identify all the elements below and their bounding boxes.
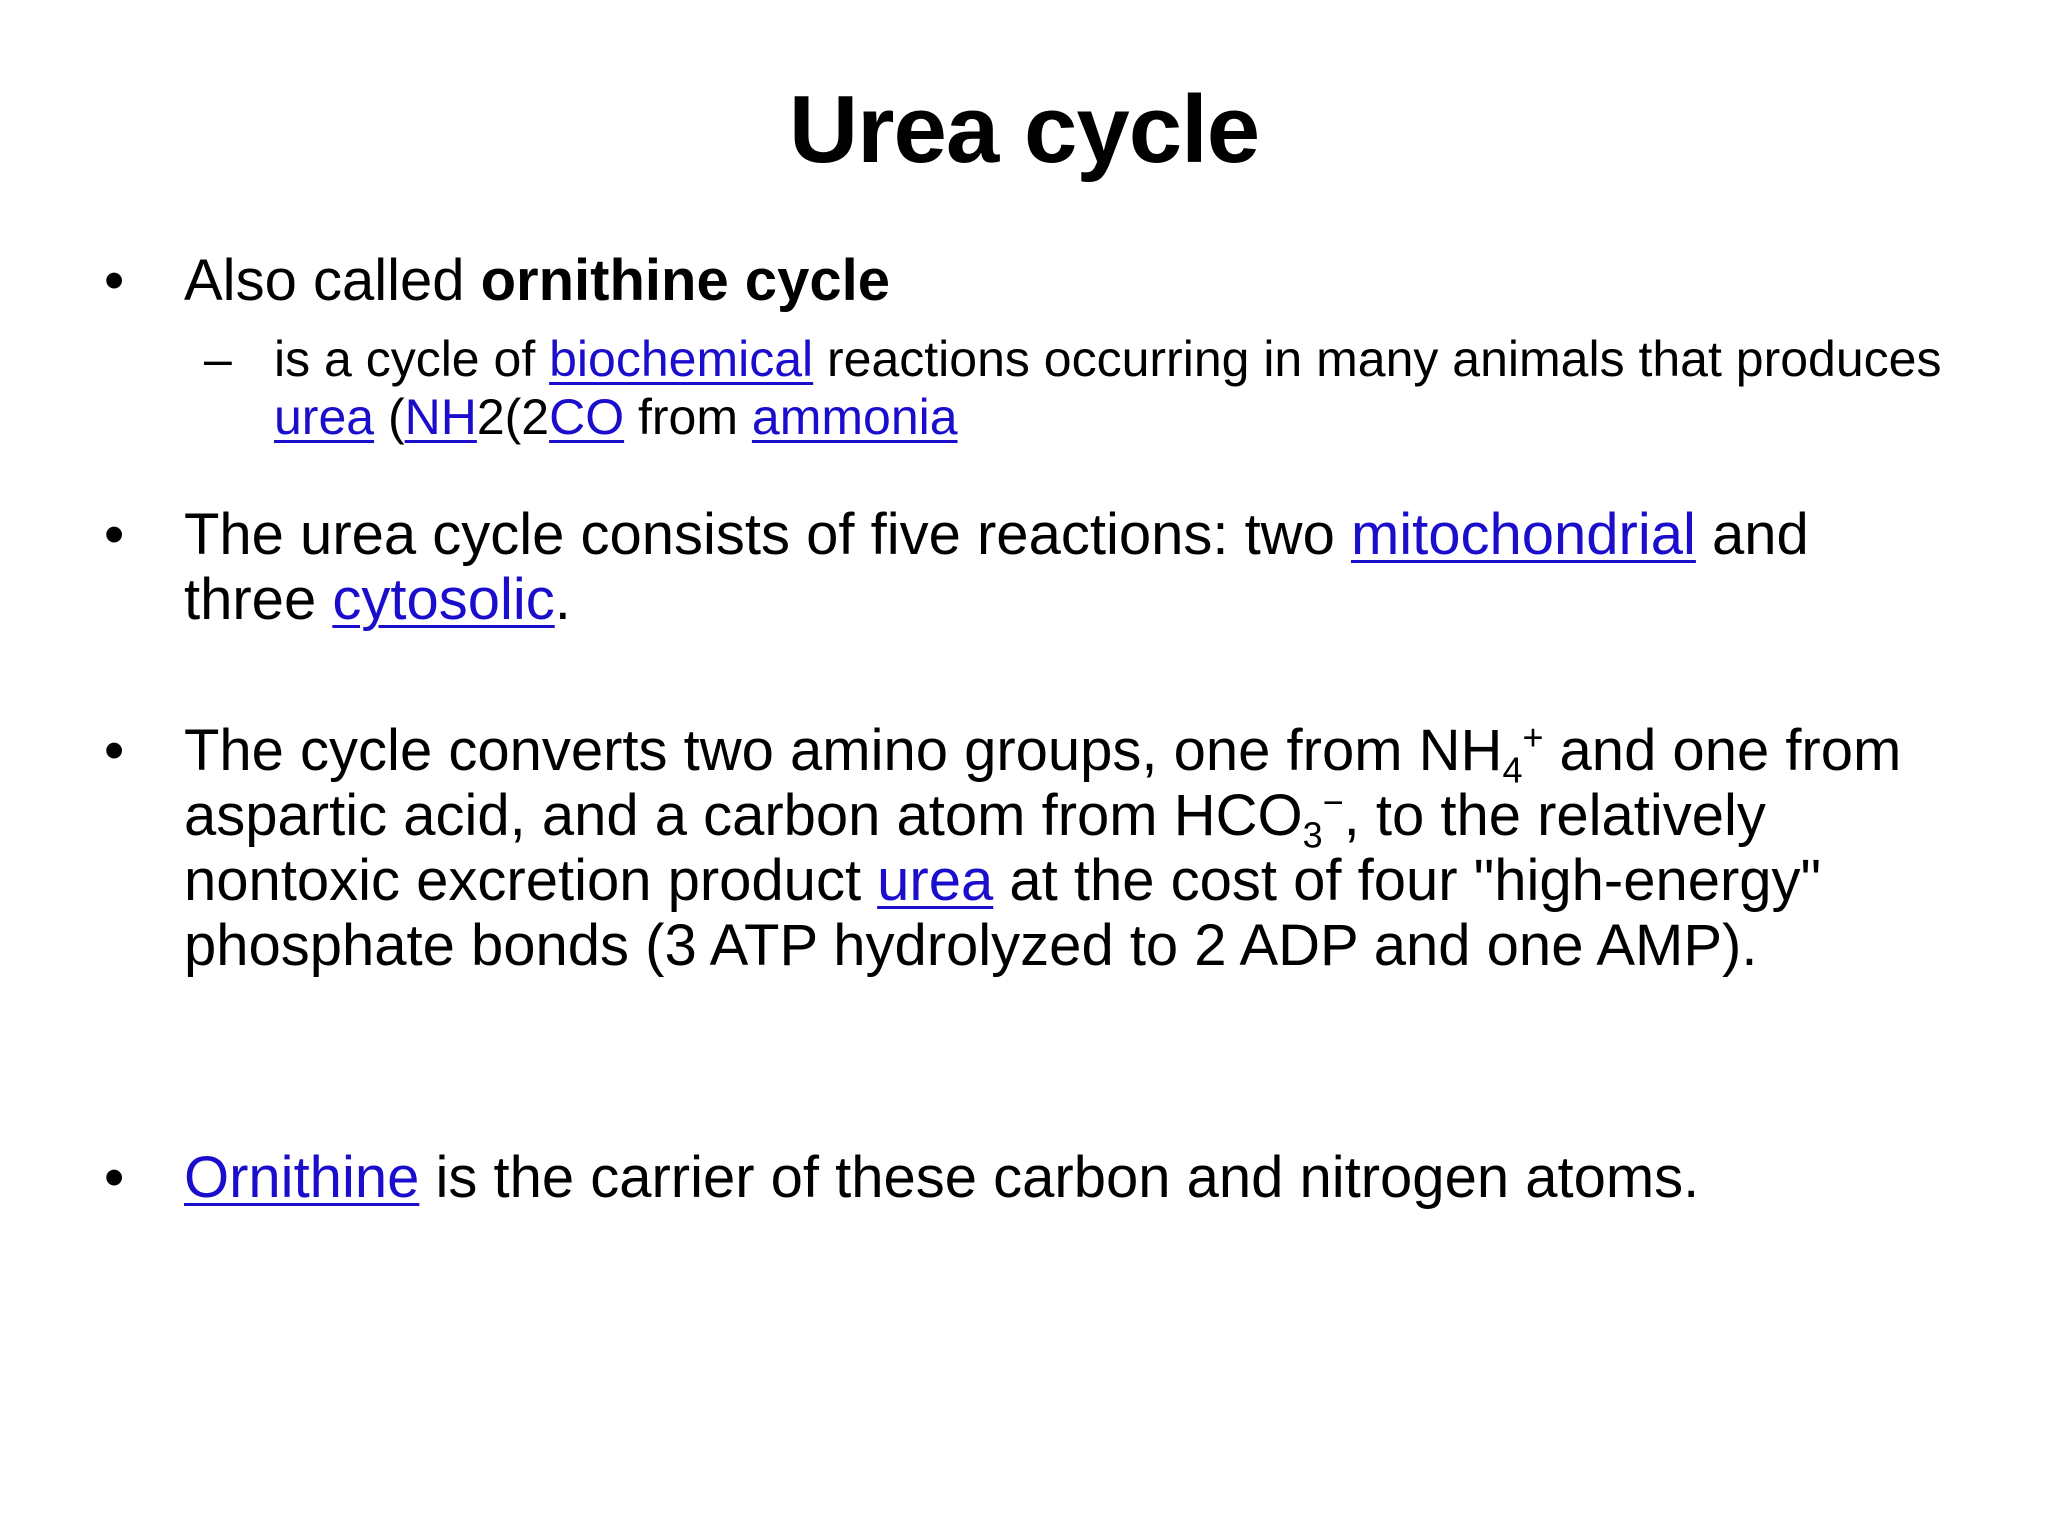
bullet-text: , to the relatively nontoxic excretion product bbox=[184, 783, 1766, 913]
bullet-marker: • bbox=[104, 1145, 125, 1210]
superscript-plus: + bbox=[1522, 716, 1544, 758]
bullet-text: The cycle converts two amino groups, one from NH bbox=[184, 718, 1503, 783]
bullet-item-five-reactions bbox=[104, 502, 1944, 632]
bullet-text: The urea cycle consists of five reactions: two bbox=[184, 502, 1351, 567]
bullet-marker: • bbox=[104, 502, 125, 567]
superscript-minus: − bbox=[1322, 781, 1344, 823]
sub-text: is a cycle of bbox=[274, 331, 550, 387]
bullet-text: Also called bbox=[184, 248, 481, 313]
subscript-4: 4 bbox=[1502, 749, 1523, 791]
link-cytosolic[interactable]: cytosolic bbox=[332, 567, 555, 632]
bullet-item-cycle-converts bbox=[104, 716, 1944, 978]
link-co[interactable]: CO bbox=[549, 389, 625, 445]
link-ammonia[interactable]: ammonia bbox=[751, 389, 958, 445]
sub-text: reactions occurring in many animals that produces bbox=[813, 331, 1942, 387]
bullet-text: at the cost of four "high-energy" phosphate bonds (3 ATP hydrolyzed to 2 ADP and one AMP). bbox=[184, 848, 1822, 978]
bullet-text: and three bbox=[184, 502, 1809, 632]
sub-text: 2(2 bbox=[476, 389, 550, 445]
subscript-3: 3 bbox=[1302, 814, 1323, 856]
sub-text: ( bbox=[374, 389, 405, 445]
link-ornithine[interactable]: Ornithine bbox=[184, 1145, 420, 1210]
bold-term-ornithine-cycle: ornithine cycle bbox=[480, 248, 890, 313]
bullet-item-also-called bbox=[104, 248, 1944, 313]
link-nh[interactable]: NH bbox=[404, 389, 477, 445]
slide-title: Urea cycle bbox=[788, 76, 1260, 183]
bullet-text: and one from aspartic acid, and a carbon atom from HCO bbox=[184, 718, 1902, 848]
link-urea-2[interactable]: urea bbox=[877, 848, 994, 913]
bullet-text: . bbox=[554, 567, 571, 632]
sub-text: from bbox=[624, 389, 752, 445]
sub-bullet-definition bbox=[204, 330, 1994, 446]
link-urea[interactable]: urea bbox=[274, 389, 375, 445]
bullet-item-ornithine-carrier bbox=[104, 1145, 1944, 1210]
bullet-marker: • bbox=[104, 718, 125, 783]
sub-bullet-marker: – bbox=[204, 331, 232, 387]
link-mitochondrial[interactable]: mitochondrial bbox=[1350, 502, 1696, 567]
bullet-marker: • bbox=[104, 248, 125, 313]
link-biochemical[interactable]: biochemical bbox=[549, 331, 814, 387]
bullet-text: is the carrier of these carbon and nitrogen atoms. bbox=[419, 1145, 1700, 1210]
